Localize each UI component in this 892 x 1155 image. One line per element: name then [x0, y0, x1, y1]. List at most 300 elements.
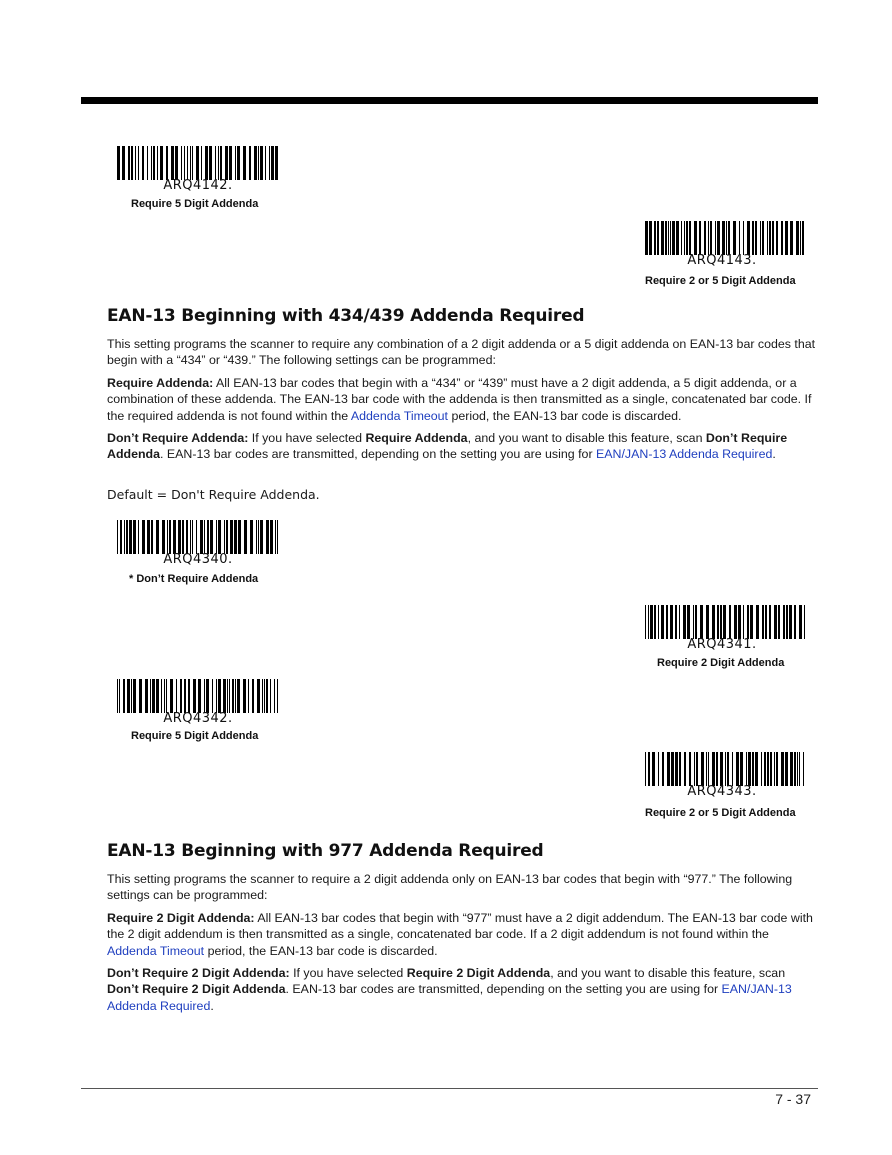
- barcode-bar: [686, 221, 688, 255]
- barcode-bar: [135, 146, 136, 180]
- barcode-bar: [205, 146, 208, 180]
- barcode-bar: [260, 146, 263, 180]
- barcode-bar: [120, 520, 122, 554]
- barcode-bar: [150, 679, 151, 713]
- page-number: 7 - 37: [775, 1091, 811, 1107]
- barcode-bar: [204, 679, 205, 713]
- barcode-bar: [706, 752, 707, 786]
- barcode-bar: [237, 146, 240, 180]
- barcode-bar: [716, 752, 718, 786]
- bold-text: Don’t Require Addenda: [107, 431, 788, 462]
- barcode-bar: [142, 520, 145, 554]
- barcode-bar: [187, 146, 188, 180]
- barcode-bar: [124, 520, 125, 554]
- barcode-bar: [748, 752, 751, 786]
- barcode-bar: [658, 752, 659, 786]
- barcode-bar: [128, 146, 130, 180]
- barcode-bar: [776, 221, 778, 255]
- barcode-bar: [752, 752, 754, 786]
- term-label: Require Addenda:: [107, 376, 214, 390]
- barcode-bar: [256, 520, 257, 554]
- barcode-image: [117, 146, 279, 180]
- ean-jan-13-addenda-link[interactable]: EAN/JAN-13 Addenda Required: [596, 447, 773, 462]
- barcode-bar: [679, 605, 680, 639]
- barcode-bar: [201, 146, 202, 180]
- barcode-bar: [739, 221, 740, 255]
- barcode-bar: [275, 146, 278, 180]
- barcode-code: ARQ4341.: [687, 637, 757, 652]
- barcode-bar: [767, 221, 768, 255]
- barcode-bar: [271, 146, 274, 180]
- body-text: . EAN-13 bar codes are transmitted, depending on the setting you are using for: [160, 447, 597, 462]
- barcode-bar: [650, 605, 653, 639]
- barcode-bar: [215, 146, 216, 180]
- barcode-bar: [701, 752, 704, 786]
- barcode-bar: [258, 146, 259, 180]
- barcode-bar: [712, 752, 715, 786]
- barcode-bar: [790, 752, 793, 786]
- barcode-bar: [799, 605, 802, 639]
- barcode-bar: [683, 605, 686, 639]
- barcode-bar: [675, 752, 678, 786]
- body-text: All EAN-13 bar codes that begin with a “434” or “439” must have a 2 digit addenda, a 5 digit addenda, or a combination of these addenda. The EAN-13 bar code with the addenda is then transmitted as a single, concatenated bar code. If the required addenda is not found within the: [107, 376, 812, 423]
- barcode-bar: [717, 605, 719, 639]
- body-text: All EAN-13 bar codes that begin with “977” must have a 2 digit addendum. The EAN-13 bar code with the 2 digit addendum is then transmitted as a single, concatenated bar code. If a 2 digit addendum is not found within the: [107, 911, 813, 942]
- barcode-bar: [142, 146, 144, 180]
- barcode-bar: [736, 752, 739, 786]
- barcode-bar: [710, 221, 712, 255]
- barcode-bar: [717, 221, 720, 255]
- barcode-bar: [648, 605, 649, 639]
- barcode-bar: [170, 679, 173, 713]
- barcode-bar: [747, 605, 749, 639]
- barcode-code: ARQ4340.: [163, 552, 233, 567]
- addenda-timeout-link[interactable]: Addenda Timeout: [107, 943, 205, 958]
- barcode-bar: [212, 679, 213, 713]
- barcode-bar: [658, 605, 659, 639]
- barcode-code: ARQ4143.: [687, 253, 757, 268]
- barcode-bar: [665, 221, 667, 255]
- barcode-bar: [151, 146, 152, 180]
- barcode-bar: [218, 146, 219, 180]
- barcode-bar: [224, 520, 225, 554]
- section-intro: This setting programs the scanner to require any combination of a 2 digit addenda or a 5 digit addenda on EAN-13 bar codes that begin with a “434” or “439.” The following settings can be programmed:: [107, 337, 816, 368]
- barcode-caption: Require 2 or 5 Digit Addenda: [645, 275, 796, 287]
- barcode-require-5-digit[interactable]: [117, 146, 287, 193]
- barcode-bar: [167, 520, 168, 554]
- barcode-bar: [119, 679, 120, 713]
- barcode-bar: [684, 752, 686, 786]
- barcode-bar: [693, 605, 694, 639]
- barcode-bar: [196, 520, 197, 554]
- barcode-bar: [262, 679, 263, 713]
- barcode-bar: [645, 221, 648, 255]
- barcode-bar: [797, 752, 798, 786]
- barcode-bar: [747, 221, 750, 255]
- barcode-bar: [786, 605, 788, 639]
- barcode-bar: [127, 679, 130, 713]
- barcode-bar: [675, 605, 677, 639]
- barcode-bar: [126, 520, 128, 554]
- barcode-bar: [265, 146, 266, 180]
- barcode-bar: [732, 752, 733, 786]
- barcode-bar: [671, 752, 674, 786]
- barcode-bar: [743, 605, 744, 639]
- require-2-digit-paragraph: [107, 910, 817, 959]
- barcode-bar: [756, 605, 759, 639]
- barcode-bar: [235, 146, 236, 180]
- section-intro: This setting programs the scanner to require a 2 digit addenda only on EAN-13 bar codes that begin with “977.” The following settings can be programmed:: [107, 872, 793, 903]
- barcode-bar: [662, 752, 664, 786]
- barcode-code: ARQ4343.: [687, 784, 757, 799]
- barcode-bar: [781, 221, 783, 255]
- require-addenda-paragraph: [107, 375, 817, 424]
- barcode-require-2-or-5-digit-434[interactable]: [645, 752, 815, 799]
- body-text: If you have selected: [248, 431, 366, 445]
- barcode-bar: [229, 679, 230, 713]
- barcode-bar: [799, 752, 800, 786]
- barcode-bar: [151, 520, 153, 554]
- barcode-bar: [274, 679, 275, 713]
- barcode-bar: [725, 752, 726, 786]
- barcode-bar: [129, 520, 132, 554]
- barcode-bar: [117, 679, 118, 713]
- barcode-bar: [210, 520, 213, 554]
- barcode-bar: [178, 520, 181, 554]
- barcode-bar: [258, 520, 259, 554]
- barcode-bar: [235, 679, 236, 713]
- barcode-bar: [661, 605, 664, 639]
- barcode-bar: [774, 752, 775, 786]
- barcode-bar: [207, 520, 209, 554]
- barcode-bar: [223, 679, 226, 713]
- barcode-bar: [708, 752, 709, 786]
- barcode-bar: [138, 146, 139, 180]
- barcode-bar: [275, 520, 276, 554]
- barcode-bar: [196, 146, 199, 180]
- barcode-bar: [277, 679, 278, 713]
- barcode-bar: [746, 752, 747, 786]
- barcode-bar: [689, 221, 691, 255]
- barcode-image: [645, 752, 805, 786]
- addenda-timeout-link[interactable]: Addenda Timeout: [350, 408, 449, 423]
- barcode-bar: [243, 146, 246, 180]
- barcode-bar: [722, 221, 725, 255]
- barcode-bar: [190, 146, 191, 180]
- barcode-require-5-digit-434[interactable]: [117, 679, 287, 726]
- barcode-bar: [704, 221, 706, 255]
- section-heading: EAN-13 Beginning with 434/439 Addenda Required: [107, 306, 585, 326]
- barcode-bar: [666, 605, 668, 639]
- barcode-bar: [147, 520, 150, 554]
- barcode-bar: [131, 679, 132, 713]
- barcode-bar: [733, 221, 736, 255]
- barcode-bar: [157, 146, 158, 180]
- barcode-bar: [139, 679, 142, 713]
- barcode-bar: [192, 520, 193, 554]
- barcode-bar: [218, 520, 221, 554]
- barcode-bar: [147, 146, 148, 180]
- barcode-bar: [252, 679, 254, 713]
- barcode-bar: [694, 752, 695, 786]
- term-label: Require 2 Digit Addenda:: [107, 911, 255, 925]
- barcode-bar: [188, 679, 190, 713]
- barcode-bar: [133, 679, 136, 713]
- barcode-bar: [654, 605, 656, 639]
- barcode-bar: [220, 146, 222, 180]
- barcode-bar: [720, 752, 723, 786]
- barcode-caption: Require 2 or 5 Digit Addenda: [645, 807, 796, 819]
- barcode-bar: [734, 605, 737, 639]
- barcode-bar: [166, 146, 168, 180]
- barcode-bar: [767, 752, 769, 786]
- barcode-code: ARQ4142.: [163, 178, 233, 193]
- bold-text: Don’t Require 2 Digit Addenda: [107, 982, 286, 997]
- barcode-bar: [769, 605, 771, 639]
- barcode-bar: [260, 520, 263, 554]
- barcode-bar: [781, 752, 784, 786]
- body-text: period, the EAN-13 bar code is discarded.: [204, 943, 438, 958]
- barcode-bar: [238, 520, 241, 554]
- barcode-bar: [184, 679, 186, 713]
- barcode-bar: [176, 679, 177, 713]
- dont-require-addenda-paragraph: [107, 430, 817, 463]
- barcode-bar: [743, 221, 744, 255]
- barcode-bar: [760, 221, 761, 255]
- barcode-bar: [708, 221, 709, 255]
- footer-rule: [81, 1088, 818, 1089]
- barcode-bar: [654, 221, 656, 255]
- barcode-bar: [670, 605, 673, 639]
- term-label: Don’t Require 2 Digit Addenda:: [107, 966, 290, 980]
- barcode-bar: [778, 605, 780, 639]
- barcode-bar: [750, 605, 753, 639]
- barcode-bar: [270, 679, 271, 713]
- barcode-bar: [237, 679, 240, 713]
- body-text: period, the EAN-13 bar code is discarded.: [448, 408, 682, 423]
- barcode-bar: [117, 146, 120, 180]
- barcode-bar: [152, 679, 155, 713]
- barcode-bar: [789, 605, 792, 639]
- barcode-bar: [794, 605, 796, 639]
- barcode-bar: [652, 752, 655, 786]
- barcode-bar: [687, 605, 690, 639]
- barcode-bar: [156, 679, 159, 713]
- barcode-bar: [269, 146, 270, 180]
- body-text: If you have selected: [289, 966, 407, 980]
- barcode-bar: [209, 146, 212, 180]
- barcode-bar: [762, 605, 764, 639]
- barcode-bar: [166, 679, 167, 713]
- barcode-bar: [131, 146, 133, 180]
- barcode-bar: [723, 605, 726, 639]
- barcode-bar: [727, 752, 729, 786]
- body-text: .: [772, 447, 776, 462]
- barcode-bar: [699, 221, 701, 255]
- barcode-bar: [133, 520, 136, 554]
- barcode-bar: [232, 679, 234, 713]
- barcode-bar: [740, 752, 743, 786]
- barcode-bar: [216, 679, 217, 713]
- barcode-bar: [670, 221, 671, 255]
- barcode-image: [645, 221, 805, 255]
- barcode-bar: [728, 221, 730, 255]
- barcode-bar: [164, 679, 165, 713]
- barcode-bar: [175, 146, 178, 180]
- barcode-bar: [796, 221, 799, 255]
- dont-require-2-digit-paragraph: [107, 965, 817, 1014]
- barcode-bar: [257, 679, 260, 713]
- barcode-bar: [230, 520, 233, 554]
- barcode-bar: [783, 605, 785, 639]
- barcode-bar: [668, 221, 669, 255]
- barcode-bar: [774, 605, 777, 639]
- body-text: , and you want to disable this feature, scan: [467, 431, 706, 445]
- barcode-bar: [765, 605, 767, 639]
- barcode-bar: [266, 520, 269, 554]
- barcode-bar: [266, 679, 268, 713]
- barcode-bar: [182, 520, 184, 554]
- barcode-bar: [184, 146, 185, 180]
- barcode-bar: [190, 520, 191, 554]
- barcode-bar: [755, 221, 757, 255]
- barcode-bar: [122, 146, 125, 180]
- barcode-bar: [229, 146, 232, 180]
- barcode-bar: [277, 520, 278, 554]
- barcode-bar: [216, 520, 217, 554]
- barcode-caption: * Don’t Require Addenda: [129, 573, 259, 585]
- barcode-bar: [715, 221, 716, 255]
- barcode-bar: [764, 752, 766, 786]
- barcode-bar: [243, 679, 246, 713]
- barcode-dont-require-addenda[interactable]: [117, 520, 287, 567]
- barcode-bar: [696, 752, 698, 786]
- default-setting: Default = Don't Require Addenda.: [107, 487, 320, 502]
- barcode-bar: [226, 520, 228, 554]
- barcode-bar: [761, 752, 762, 786]
- barcode-bar: [248, 679, 249, 713]
- barcode-bar: [679, 752, 681, 786]
- body-text: , and you want to disable this feature, scan: [550, 966, 786, 980]
- barcode-caption: Require 5 Digit Addenda: [131, 198, 259, 210]
- barcode-bar: [689, 752, 691, 786]
- barcode-bar: [700, 605, 703, 639]
- barcode-bar: [218, 679, 221, 713]
- barcode-bar: [803, 752, 804, 786]
- bold-text: Require Addenda: [365, 431, 468, 445]
- ean-jan-13-addenda-link[interactable]: EAN/JAN-13 Addenda Required: [107, 982, 792, 1013]
- barcode-bar: [204, 520, 205, 554]
- barcode-bar: [200, 520, 203, 554]
- barcode-bar: [153, 146, 155, 180]
- barcode-bar: [762, 221, 764, 255]
- barcode-require-2-or-5-digit[interactable]: [645, 221, 815, 268]
- barcode-bar: [227, 679, 228, 713]
- barcode-bar: [657, 221, 659, 255]
- barcode-bar: [169, 520, 171, 554]
- barcode-bar: [752, 221, 754, 255]
- barcode-image: [645, 605, 805, 639]
- barcode-bar: [192, 146, 193, 180]
- barcode-bar: [225, 146, 228, 180]
- barcode-bar: [156, 520, 159, 554]
- barcode-bar: [180, 679, 182, 713]
- barcode-bar: [794, 752, 796, 786]
- barcode-image: [117, 679, 279, 713]
- barcode-bar: [712, 605, 715, 639]
- barcode-bar: [264, 679, 265, 713]
- barcode-bar: [206, 679, 209, 713]
- barcode-bar: [145, 679, 148, 713]
- header-rule: [81, 97, 818, 104]
- barcode-bar: [706, 605, 709, 639]
- barcode-bar: [738, 605, 741, 639]
- barcode-bar: [160, 146, 163, 180]
- barcode-bar: [776, 752, 778, 786]
- barcode-bar: [667, 752, 670, 786]
- barcode-bar: [785, 752, 788, 786]
- barcode-bar: [729, 605, 731, 639]
- barcode-bar: [171, 146, 174, 180]
- barcode-bar: [684, 221, 685, 255]
- barcode-bar: [193, 679, 196, 713]
- barcode-bar: [249, 146, 251, 180]
- barcode-bar: [117, 520, 118, 554]
- barcode-bar: [645, 752, 646, 786]
- barcode-bar: [123, 679, 125, 713]
- barcode-bar: [800, 221, 801, 255]
- barcode-bar: [234, 520, 237, 554]
- barcode-bar: [250, 520, 253, 554]
- body-text: . EAN-13 bar codes are transmitted, depending on the setting you are using for: [285, 982, 722, 997]
- barcode-bar: [695, 605, 697, 639]
- barcode-bar: [672, 221, 675, 255]
- term-label: Don’t Require Addenda:: [107, 431, 249, 445]
- barcode-bar: [161, 679, 162, 713]
- barcode-bar: [720, 605, 722, 639]
- barcode-bar: [173, 520, 176, 554]
- section-heading: EAN-13 Beginning with 977 Addenda Required: [107, 841, 544, 861]
- bold-text: Require 2 Digit Addenda: [406, 966, 551, 980]
- barcode-bar: [772, 221, 774, 255]
- barcode-bar: [244, 520, 247, 554]
- barcode-bar: [186, 520, 188, 554]
- barcode-bar: [804, 605, 805, 639]
- barcode-bar: [694, 221, 697, 255]
- barcode-bar: [769, 221, 771, 255]
- barcode-bar: [254, 146, 257, 180]
- barcode-bar: [645, 605, 646, 639]
- barcode-bar: [649, 221, 652, 255]
- barcode-bar: [181, 146, 182, 180]
- barcode-bar: [661, 221, 664, 255]
- barcode-bar: [138, 520, 139, 554]
- body-text: .: [210, 998, 214, 1013]
- barcode-bar: [681, 221, 682, 255]
- barcode-bar: [755, 752, 758, 786]
- barcode-image: [117, 520, 279, 554]
- barcode-bar: [770, 752, 772, 786]
- barcode-bar: [162, 520, 165, 554]
- barcode-bar: [726, 221, 727, 255]
- barcode-caption: Require 5 Digit Addenda: [131, 730, 259, 742]
- barcode-bar: [270, 520, 273, 554]
- barcode-code: ARQ4342.: [163, 711, 233, 726]
- barcode-bar: [790, 221, 793, 255]
- barcode-caption: Require 2 Digit Addenda: [657, 657, 785, 669]
- barcode-bar: [198, 679, 201, 713]
- barcode-require-2-digit[interactable]: [645, 605, 815, 652]
